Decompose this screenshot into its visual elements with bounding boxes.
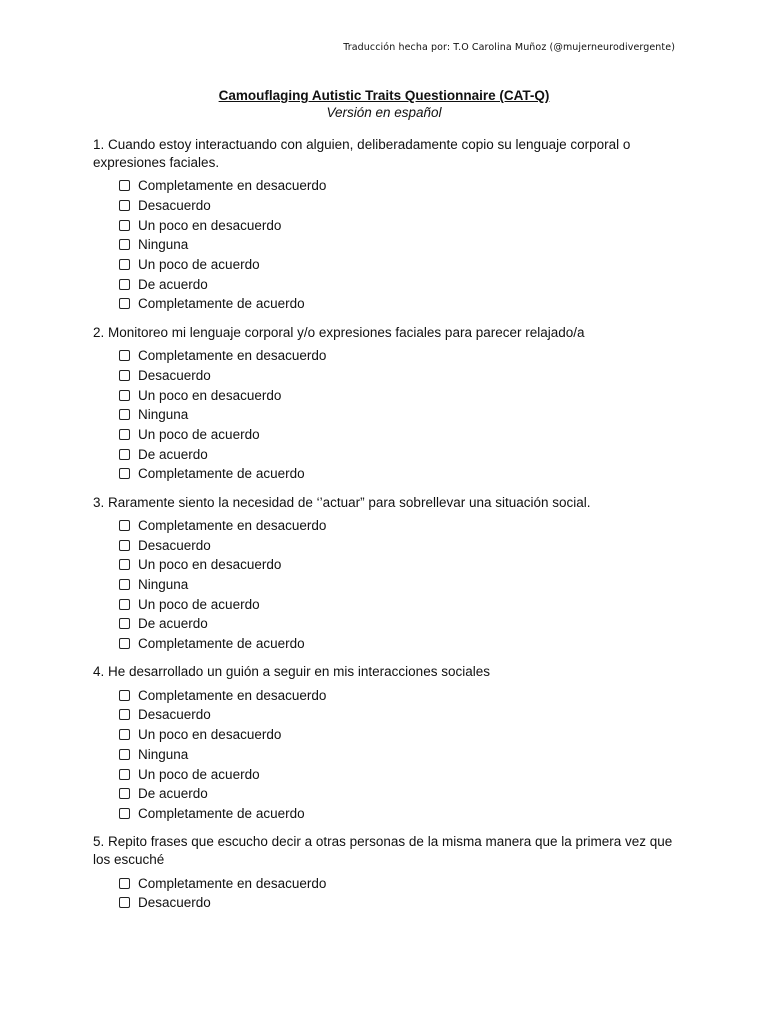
questionnaire: [93, 136, 673, 923]
checkbox-icon[interactable]: [119, 729, 130, 740]
answer-option[interactable]: [119, 444, 673, 464]
answer-option-label: De acuerdo: [138, 276, 208, 292]
answer-options: [93, 685, 673, 823]
answer-option[interactable]: [119, 804, 673, 824]
question-5: [93, 833, 673, 912]
answer-option-label: De acuerdo: [138, 616, 208, 632]
checkbox-icon[interactable]: [119, 390, 130, 401]
question-text: 2. Monitoreo mi lenguaje corporal y/o expresiones faciales para parecer relajado/a: [93, 324, 585, 340]
answer-option-label: Completamente en desacuerdo: [138, 348, 327, 364]
checkbox-icon[interactable]: [119, 540, 130, 551]
checkbox-icon[interactable]: [119, 279, 130, 290]
answer-option[interactable]: [119, 464, 673, 484]
answer-option-label: Un poco en desacuerdo: [138, 217, 282, 233]
answer-option[interactable]: [119, 725, 673, 745]
answer-option[interactable]: [119, 893, 673, 913]
question-text: 3. Raramente siento la necesidad de ‘’actuar” para sobrellevar una situación social.: [93, 494, 591, 510]
answer-option[interactable]: [119, 385, 673, 405]
checkbox-icon[interactable]: [119, 370, 130, 381]
answer-option[interactable]: [119, 873, 673, 893]
answer-option-label: Desacuerdo: [138, 367, 211, 383]
checkbox-icon[interactable]: [119, 259, 130, 270]
answer-option[interactable]: [119, 614, 673, 634]
question-2: [93, 324, 673, 484]
answer-option-label: Completamente de acuerdo: [138, 805, 305, 821]
answer-option-label: Desacuerdo: [138, 707, 211, 723]
answer-option[interactable]: [119, 255, 673, 275]
question-text: 5. Repito frases que escucho decir a otras personas de la misma manera que la primera vez que los escuché: [93, 834, 673, 868]
answer-options: [93, 346, 673, 484]
checkbox-icon[interactable]: [119, 239, 130, 250]
answer-option[interactable]: [119, 294, 673, 314]
checkbox-icon[interactable]: [119, 409, 130, 420]
answer-option-label: Desacuerdo: [138, 895, 211, 911]
answer-option-label: Completamente de acuerdo: [138, 466, 305, 482]
answer-option[interactable]: [119, 784, 673, 804]
checkbox-icon[interactable]: [119, 468, 130, 479]
checkbox-icon[interactable]: [119, 298, 130, 309]
answer-option-label: Completamente en desacuerdo: [138, 875, 327, 891]
answer-option-label: Completamente en desacuerdo: [138, 178, 327, 194]
answer-option-label: Ninguna: [138, 577, 189, 593]
answer-option-label: Un poco en desacuerdo: [138, 727, 282, 743]
answer-option[interactable]: [119, 745, 673, 765]
answer-option-label: Un poco de acuerdo: [138, 596, 260, 612]
checkbox-icon[interactable]: [119, 449, 130, 460]
answer-option-label: Un poco de acuerdo: [138, 426, 260, 442]
question-1: [93, 136, 673, 314]
checkbox-icon[interactable]: [119, 220, 130, 231]
answer-option[interactable]: [119, 215, 673, 235]
answer-option[interactable]: [119, 705, 673, 725]
checkbox-icon[interactable]: [119, 897, 130, 908]
answer-option-label: Completamente en desacuerdo: [138, 517, 327, 533]
answer-option-label: Un poco en desacuerdo: [138, 387, 282, 403]
answer-option-label: Completamente de acuerdo: [138, 296, 305, 312]
translation-credit: Traducción hecha por: T.O Carolina Muñoz (@mujerneurodivergente): [343, 42, 675, 53]
question-text: 4. He desarrollado un guión a seguir en mis interacciones sociales: [93, 664, 490, 680]
checkbox-icon[interactable]: [119, 618, 130, 629]
answer-options: [93, 873, 673, 912]
answer-options: [93, 516, 673, 654]
answer-option[interactable]: [119, 346, 673, 366]
document-title: Camouflaging Autistic Traits Questionnaire (CAT-Q): [218, 88, 550, 103]
answer-option[interactable]: [119, 555, 673, 575]
answer-option-label: Un poco de acuerdo: [138, 766, 260, 782]
answer-option-label: Completamente de acuerdo: [138, 636, 305, 652]
answer-option[interactable]: [119, 685, 673, 705]
checkbox-icon[interactable]: [119, 638, 130, 649]
answer-option-label: Desacuerdo: [138, 537, 211, 553]
answer-option-label: De acuerdo: [138, 786, 208, 802]
answer-option[interactable]: [119, 366, 673, 386]
answer-option[interactable]: [119, 176, 673, 196]
checkbox-icon[interactable]: [119, 709, 130, 720]
answer-option[interactable]: [119, 634, 673, 654]
answer-option-label: Ninguna: [138, 407, 189, 423]
checkbox-icon[interactable]: [119, 350, 130, 361]
answer-option[interactable]: [119, 594, 673, 614]
answer-option[interactable]: [119, 196, 673, 216]
checkbox-icon[interactable]: [119, 200, 130, 211]
answer-option-label: Ninguna: [138, 237, 189, 253]
answer-option[interactable]: [119, 235, 673, 255]
checkbox-icon[interactable]: [119, 180, 130, 191]
answer-option-label: De acuerdo: [138, 446, 208, 462]
checkbox-icon[interactable]: [119, 769, 130, 780]
answer-option-label: Desacuerdo: [138, 198, 211, 214]
checkbox-icon[interactable]: [119, 788, 130, 799]
question-text: 1. Cuando estoy interactuando con alguien, deliberadamente copio su lenguaje corporal o expresiones faciales.: [93, 137, 631, 170]
answer-option-label: Un poco en desacuerdo: [138, 557, 282, 573]
answer-option[interactable]: [119, 425, 673, 445]
checkbox-icon[interactable]: [119, 878, 130, 889]
checkbox-icon[interactable]: [119, 559, 130, 570]
answer-option[interactable]: [119, 516, 673, 536]
checkbox-icon[interactable]: [119, 579, 130, 590]
checkbox-icon[interactable]: [119, 599, 130, 610]
answer-option[interactable]: [119, 274, 673, 294]
answer-option[interactable]: [119, 764, 673, 784]
checkbox-icon[interactable]: [119, 749, 130, 760]
checkbox-icon[interactable]: [119, 429, 130, 440]
checkbox-icon[interactable]: [119, 690, 130, 701]
document-subtitle: Versión en español: [326, 105, 442, 120]
answer-option[interactable]: [119, 405, 673, 425]
checkbox-icon[interactable]: [119, 520, 130, 531]
answer-option-label: Completamente en desacuerdo: [138, 687, 327, 703]
checkbox-icon[interactable]: [119, 808, 130, 819]
question-4: [93, 663, 673, 823]
answer-option[interactable]: [119, 575, 673, 595]
answer-option-label: Ninguna: [138, 746, 189, 762]
question-3: [93, 494, 673, 654]
answer-option-label: Un poco de acuerdo: [138, 257, 260, 273]
answer-options: [93, 176, 673, 314]
document-header: [0, 88, 768, 121]
answer-option[interactable]: [119, 535, 673, 555]
